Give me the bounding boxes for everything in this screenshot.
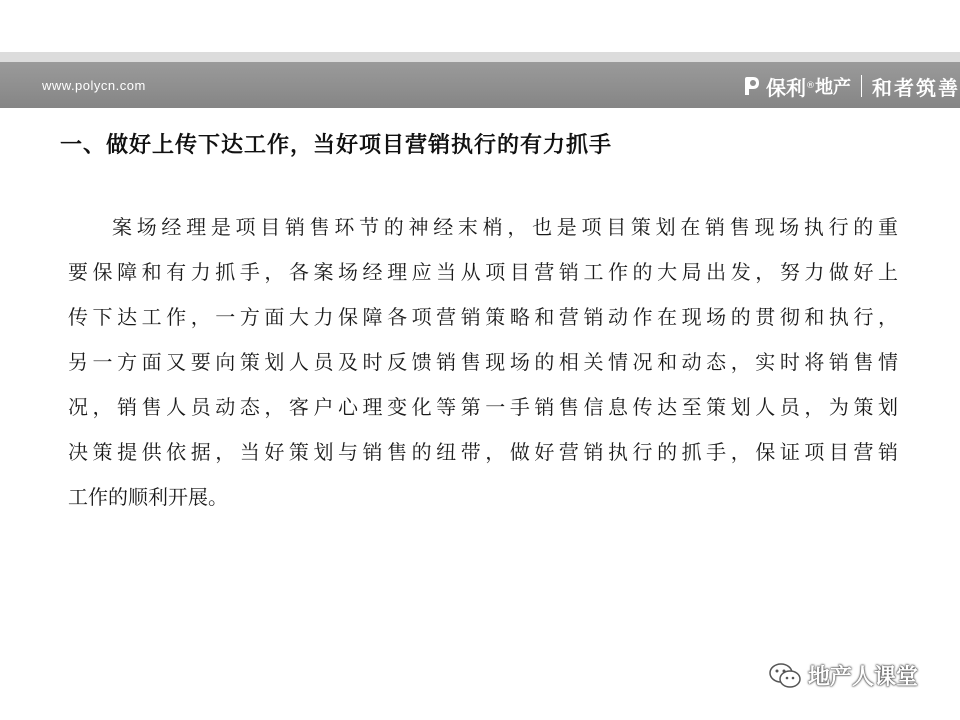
header-bar bbox=[0, 62, 960, 108]
brand-slogan: 和者筑善 bbox=[872, 75, 960, 100]
paragraph-line: 况，销售人员动态，客户心理变化等第一手销售信息传达至策划人员，为策划 bbox=[68, 395, 898, 419]
body-paragraph bbox=[68, 205, 898, 520]
poly-logo-icon bbox=[742, 75, 762, 97]
brand-divider bbox=[861, 75, 862, 97]
section-title: 一、做好上传下达工作，当好项目营销执行的有力抓手 bbox=[60, 132, 613, 158]
watermark-text: 地产人课堂 bbox=[808, 665, 919, 690]
paragraph-line: 另一方面又要向策划人员及时反馈销售现场的相关情况和动态，实时将销售情 bbox=[68, 350, 898, 374]
watermark bbox=[768, 660, 918, 691]
paragraph-line: 工作的顺利开展。 bbox=[68, 485, 228, 509]
paragraph-line: 要保障和有力抓手，各案场经理应当从项目营销工作的大局出发，努力做好上 bbox=[68, 260, 898, 284]
header-url: www.polycn.com bbox=[42, 78, 146, 93]
header-top-strip bbox=[0, 52, 960, 62]
brand-sub: 地产 bbox=[815, 77, 851, 98]
paragraph-line: 决策提供依据，当好策划与销售的纽带，做好营销执行的抓手，保证项目营销 bbox=[68, 440, 898, 464]
wechat-icon bbox=[768, 662, 802, 690]
brand-name: 保利 bbox=[766, 75, 806, 100]
brand-logo-group bbox=[742, 69, 960, 103]
paragraph-line: 传下达工作，一方面大力保障各项营销策略和营销动作在现场的贯彻和执行， bbox=[68, 305, 898, 329]
paragraph-line: 案场经理是项目销售环节的神经末梢，也是项目策划在销售现场执行的重 bbox=[112, 215, 898, 239]
brand-registered-mark: ® bbox=[806, 81, 815, 91]
